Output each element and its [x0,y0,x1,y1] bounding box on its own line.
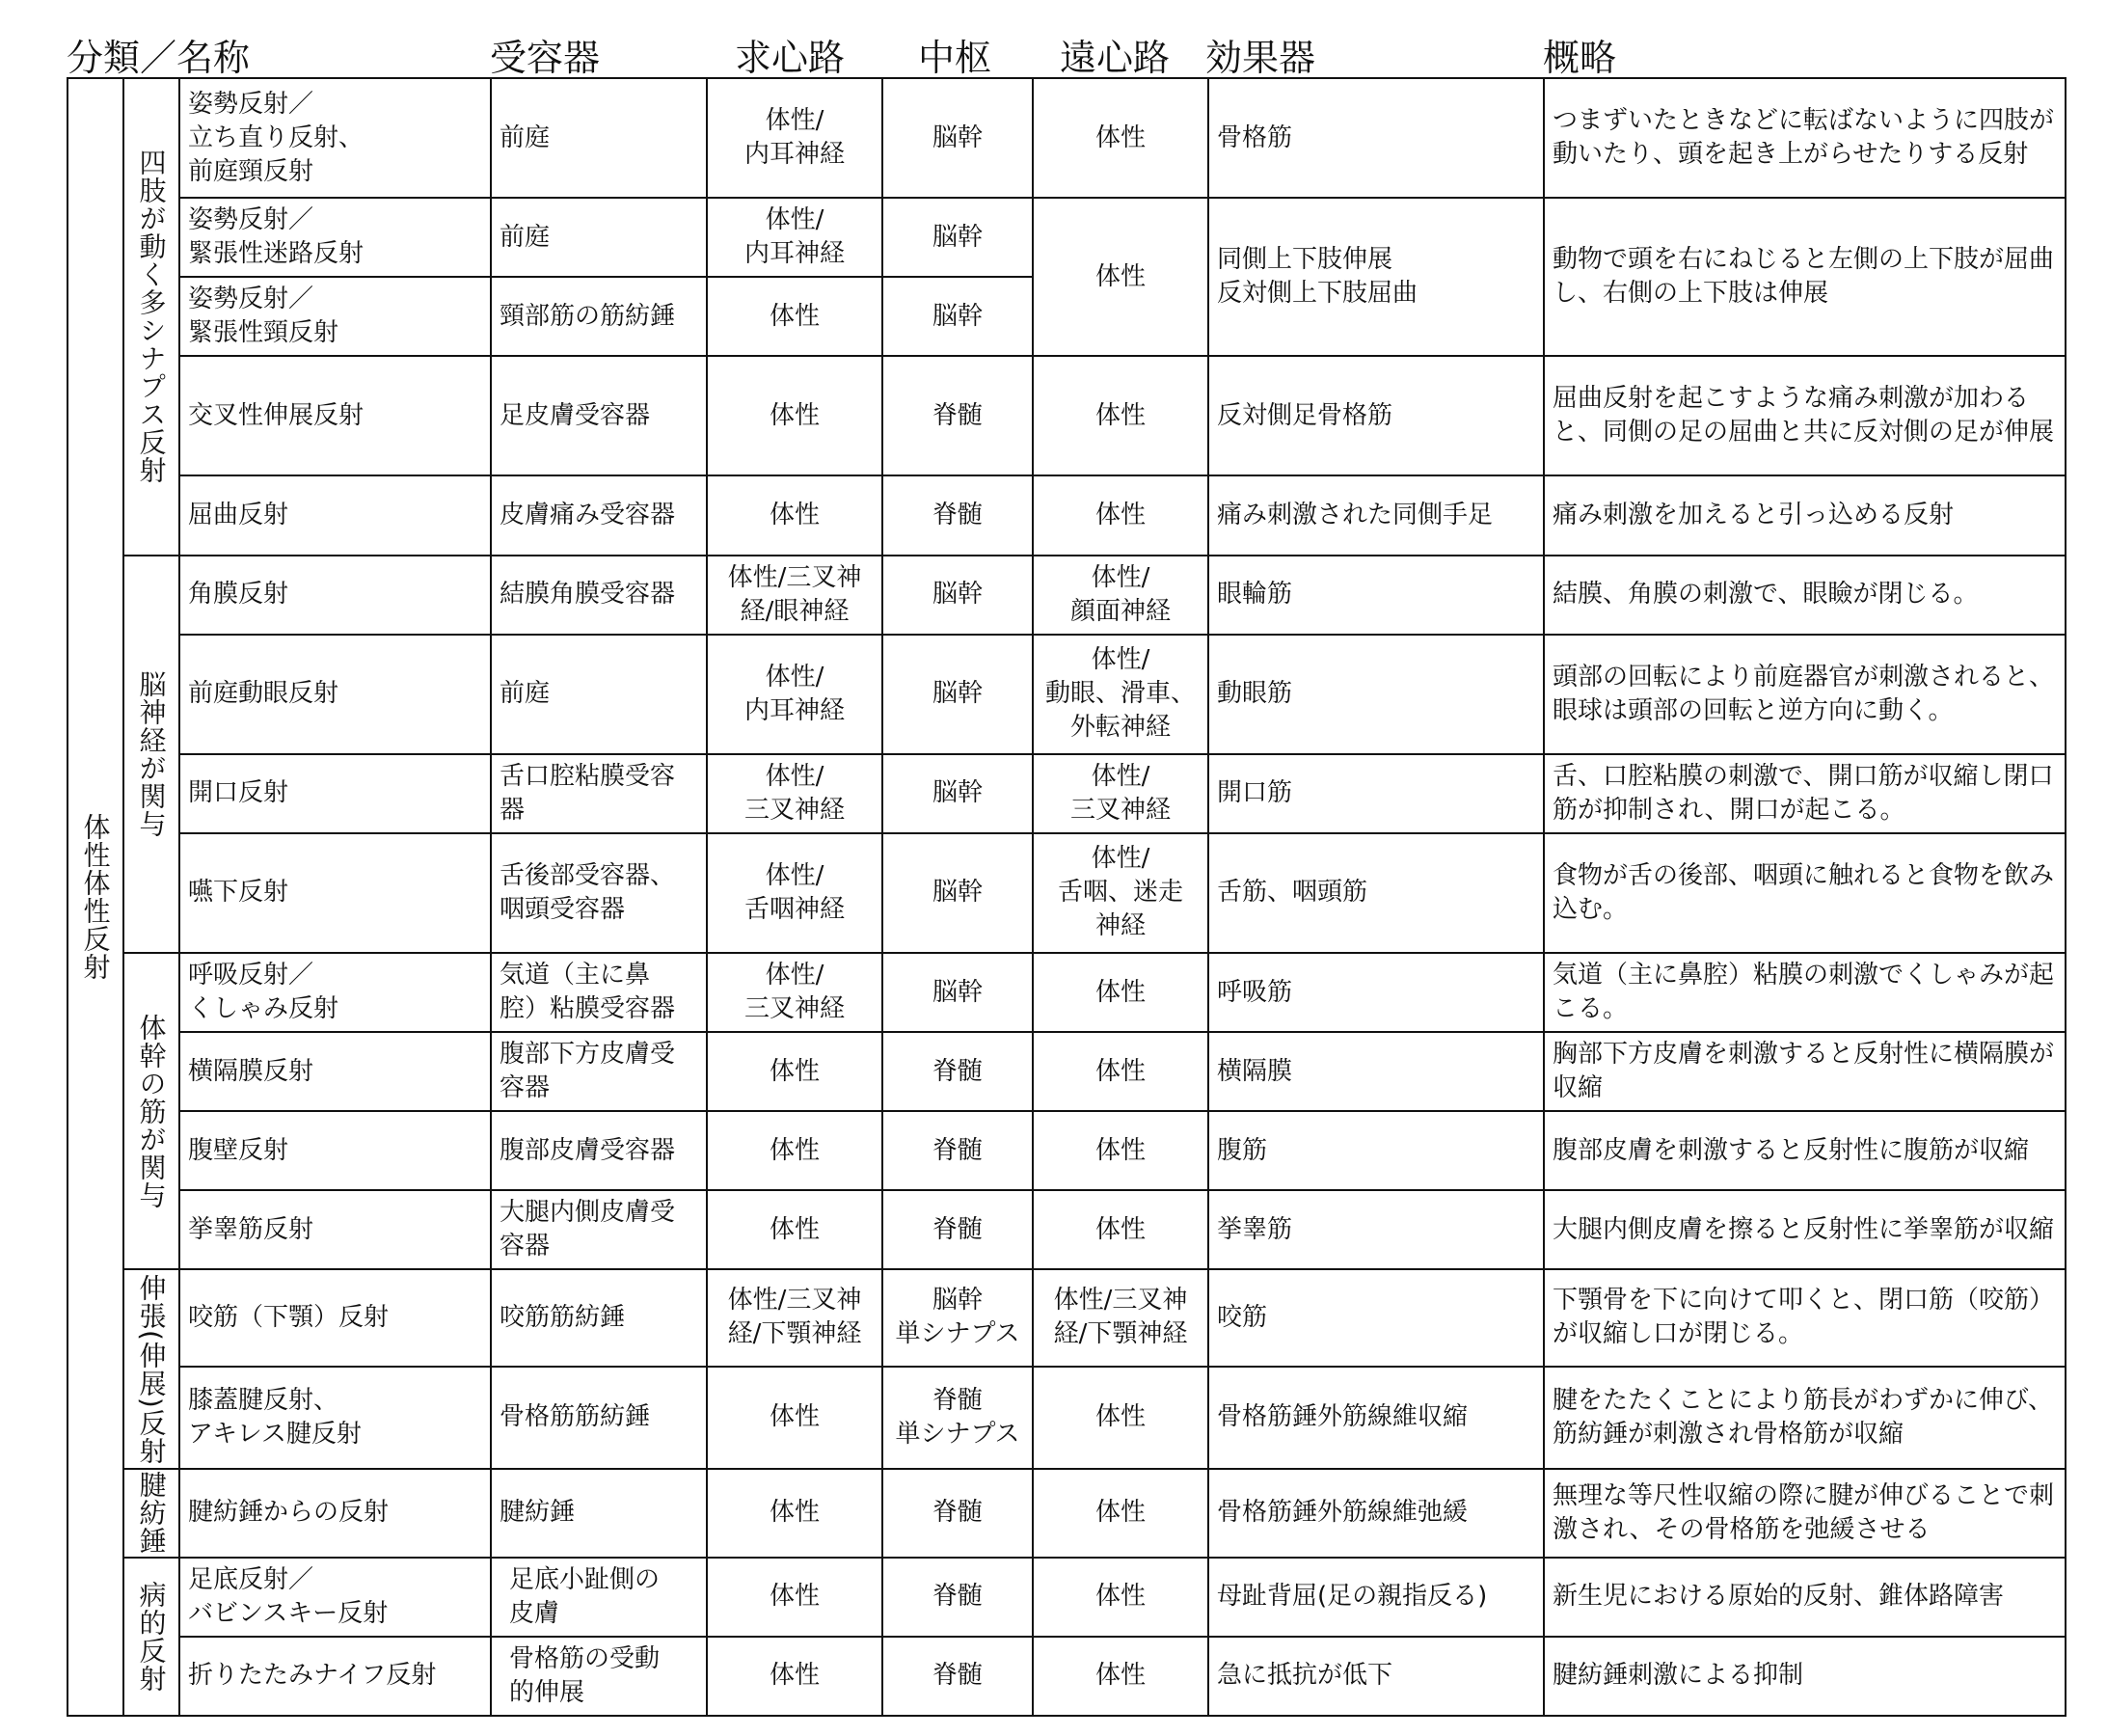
receptor-cell: 腱紡錘 [491,1469,707,1558]
center-cell: 脳幹 [882,754,1033,833]
summary-cell: 結膜、角膜の刺激で、眼瞼が閉じる。 [1544,556,2066,635]
header-effector: 効果器 [1205,37,1316,79]
effector-cell: 同側上下肢伸展 反対側上下肢屈曲 [1208,198,1544,356]
receptor-cell: 骨格筋筋紡錘 [491,1367,707,1469]
effector-cell: 骨格筋 [1208,78,1544,198]
effector-cell: 咬筋 [1208,1269,1544,1366]
group-trunk: 体幹の筋が関与 [123,953,179,1269]
table-row [68,356,2066,475]
table-row [68,1032,2066,1111]
table-row [68,1367,2066,1469]
summary-cell: 新生児における原始的反射、錐体路障害 [1544,1558,2066,1637]
table-row [68,953,2066,1032]
afferent-cell: 体性 [707,1558,882,1637]
afferent-cell: 体性 [707,1469,882,1558]
effector-cell: 腹筋 [1208,1111,1544,1190]
afferent-cell: 体性/ 舌咽神経 [707,833,882,953]
summary-cell: 動物で頭を右にねじると左側の上下肢が屈曲し、右側の上下肢は伸展 [1544,198,2066,356]
afferent-cell: 体性 [707,1190,882,1269]
efferent-cell: 体性 [1033,356,1208,475]
table-row [68,556,2066,635]
efferent-cell: 体性 [1033,1367,1208,1469]
center-cell: 脳幹 単シナプス [882,1269,1033,1366]
receptor-cell: 舌後部受容器、 咽頭受容器 [491,833,707,953]
summary-cell: 気道（主に鼻腔）粘膜の刺激でくしゃみが起こる。 [1544,953,2066,1032]
table-row [68,1469,2066,1558]
table-row [68,1190,2066,1269]
reflex-name: 姿勢反射／ 緊張性頸反射 [179,277,491,356]
summary-cell: 頭部の回転により前庭器官が刺激されると、眼球は頭部の回転と逆方向に動く。 [1544,635,2066,754]
reflex-name: 足底反射／ バビンスキー反射 [179,1558,491,1637]
center-cell: 脳幹 [882,953,1033,1032]
effector-cell: 急に抵抗が低下 [1208,1637,1544,1716]
reflex-name: 腹壁反射 [179,1111,491,1190]
center-cell: 脊髄 [882,1111,1033,1190]
receptor-cell: 足皮膚受容器 [491,356,707,475]
efferent-cell: 体性 [1033,953,1208,1032]
reflex-name: 咬筋（下顎）反射 [179,1269,491,1366]
efferent-cell: 体性 [1033,198,1208,356]
reflex-table [67,77,2066,1717]
receptor-cell: 骨格筋の受動 的伸展 [491,1637,707,1716]
afferent-cell: 体性 [707,356,882,475]
center-cell: 脳幹 [882,277,1033,356]
summary-cell: 腹部皮膚を刺激すると反射性に腹筋が収縮 [1544,1111,2066,1190]
table-row [68,475,2066,555]
summary-cell: 下顎骨を下に向けて叩くと、閉口筋（咬筋）が収縮し口が閉じる。 [1544,1269,2066,1366]
summary-cell: 食物が舌の後部、咽頭に触れると食物を飲み込む。 [1544,833,2066,953]
reflex-name: 姿勢反射／ 緊張性迷路反射 [179,198,491,277]
header-receptor: 受容器 [490,37,601,79]
table-row [68,754,2066,833]
summary-cell: 腱紡錘刺激による抑制 [1544,1637,2066,1716]
header-center: 中枢 [918,37,992,79]
reflex-name: 挙睾筋反射 [179,1190,491,1269]
afferent-cell: 体性 [707,1367,882,1469]
reflex-name: 腱紡錘からの反射 [179,1469,491,1558]
receptor-cell: 腹部下方皮膚受 容器 [491,1032,707,1111]
afferent-cell: 体性/三叉神 経/下顎神経 [707,1269,882,1366]
receptor-cell: 皮膚痛み受容器 [491,475,707,555]
effector-cell: 呼吸筋 [1208,953,1544,1032]
reflex-name: 嚥下反射 [179,833,491,953]
efferent-cell: 体性/ 舌咽、迷走 神経 [1033,833,1208,953]
receptor-cell: 前庭 [491,635,707,754]
afferent-cell: 体性/三叉神 経/眼神経 [707,556,882,635]
reflex-name: 開口反射 [179,754,491,833]
efferent-cell: 体性 [1033,1558,1208,1637]
effector-cell: 痛み刺激された同側手足 [1208,475,1544,555]
table-row [68,1269,2066,1366]
receptor-cell: 腹部皮膚受容器 [491,1111,707,1190]
efferent-cell: 体性 [1033,475,1208,555]
summary-cell: 屈曲反射を起こすような痛み刺激が加わると、同側の足の屈曲と共に反対側の足が伸展 [1544,356,2066,475]
center-cell: 脳幹 [882,833,1033,953]
afferent-cell: 体性/ 内耳神経 [707,198,882,277]
reflex-name: 前庭動眼反射 [179,635,491,754]
center-cell: 脊髄 [882,1190,1033,1269]
group-pathological: 病的反射 [123,1558,179,1716]
efferent-cell: 体性 [1033,1032,1208,1111]
group-spindle: 腱紡錘 [123,1469,179,1558]
afferent-cell: 体性 [707,277,882,356]
header-afferent: 求心路 [735,37,846,79]
afferent-cell: 体性 [707,1032,882,1111]
effector-cell: 反対側足骨格筋 [1208,356,1544,475]
afferent-cell: 体性 [707,475,882,555]
receptor-cell: 気道（主に鼻 腔）粘膜受容器 [491,953,707,1032]
header-summary: 概略 [1543,37,1617,79]
receptor-cell: 足底小趾側の 皮膚 [491,1558,707,1637]
effector-cell: 骨格筋錘外筋線維収縮 [1208,1367,1544,1469]
receptor-cell: 前庭 [491,198,707,277]
summary-cell: 腱をたたくことにより筋長がわずかに伸び、筋紡錘が刺激され骨格筋が収縮 [1544,1367,2066,1469]
table-row [68,1111,2066,1190]
effector-cell: 舌筋、咽頭筋 [1208,833,1544,953]
effector-cell: 挙睾筋 [1208,1190,1544,1269]
efferent-cell: 体性/三叉神 経/下顎神経 [1033,1269,1208,1366]
reflex-name: 姿勢反射／ 立ち直り反射、 前庭頸反射 [179,78,491,198]
table-row [68,1637,2066,1716]
effector-cell: 横隔膜 [1208,1032,1544,1111]
summary-cell: 胸部下方皮膚を刺激すると反射性に横隔膜が収縮 [1544,1032,2066,1111]
center-cell: 脳幹 [882,556,1033,635]
table-row [68,78,2066,198]
group-cranial: 脳神経が関与 [123,556,179,953]
efferent-cell: 体性 [1033,78,1208,198]
summary-cell: 大腿内側皮膚を擦ると反射性に挙睾筋が収縮 [1544,1190,2066,1269]
efferent-cell: 体性/ 動眼、滑車、 外転神経 [1033,635,1208,754]
main-category-cell: 体性体性反射 [68,78,123,1716]
receptor-cell: 前庭 [491,78,707,198]
afferent-cell: 体性 [707,1637,882,1716]
summary-cell: 痛み刺激を加えると引っ込める反射 [1544,475,2066,555]
summary-cell: 無理な等尺性収縮の際に腱が伸びることで刺激され、その骨格筋を弛緩させる [1544,1469,2066,1558]
effector-cell: 開口筋 [1208,754,1544,833]
effector-cell: 動眼筋 [1208,635,1544,754]
table-row [68,1558,2066,1637]
center-cell: 脳幹 [882,198,1033,277]
efferent-cell: 体性 [1033,1637,1208,1716]
summary-cell: つまずいたときなどに転ばないように四肢が動いたり、頭を起き上がらせたりする反射 [1544,78,2066,198]
receptor-cell: 咬筋筋紡錘 [491,1269,707,1366]
afferent-cell: 体性/ 内耳神経 [707,78,882,198]
afferent-cell: 体性 [707,1111,882,1190]
receptor-cell: 頸部筋の筋紡錘 [491,277,707,356]
reflex-name: 膝蓋腱反射、 アキレス腱反射 [179,1367,491,1469]
header-category-name: 分類／名称 [67,37,251,79]
reflex-name: 屈曲反射 [179,475,491,555]
efferent-cell: 体性 [1033,1469,1208,1558]
receptor-cell: 結膜角膜受容器 [491,556,707,635]
reflex-name: 横隔膜反射 [179,1032,491,1111]
efferent-cell: 体性/ 顔面神経 [1033,556,1208,635]
group-limbs: 四肢が動く多シナプス反射 [123,78,179,556]
afferent-cell: 体性/ 内耳神経 [707,635,882,754]
center-cell: 脊髄 [882,356,1033,475]
afferent-cell: 体性/ 三叉神経 [707,754,882,833]
table-row [68,198,2066,277]
effector-cell: 眼輪筋 [1208,556,1544,635]
afferent-cell: 体性/ 三叉神経 [707,953,882,1032]
receptor-cell: 舌口腔粘膜受容器 [491,754,707,833]
center-cell: 脊髄 [882,475,1033,555]
center-cell: 脳幹 [882,78,1033,198]
efferent-cell: 体性 [1033,1190,1208,1269]
center-cell: 脊髄 [882,1637,1033,1716]
receptor-cell: 大腿内側皮膚受 容器 [491,1190,707,1269]
table-row [68,833,2066,953]
center-cell: 脊髄 [882,1558,1033,1637]
group-stretch: 伸張(伸展)反射 [123,1269,179,1468]
reflex-name: 折りたたみナイフ反射 [179,1637,491,1716]
efferent-cell: 体性/ 三叉神経 [1033,754,1208,833]
center-cell: 脊髄 単シナプス [882,1367,1033,1469]
effector-cell: 骨格筋錘外筋線維弛緩 [1208,1469,1544,1558]
efferent-cell: 体性 [1033,1111,1208,1190]
reflex-name: 角膜反射 [179,556,491,635]
center-cell: 脊髄 [882,1469,1033,1558]
effector-cell: 母趾背屈(足の親指反る) [1208,1558,1544,1637]
header-efferent: 遠心路 [1060,37,1171,79]
center-cell: 脳幹 [882,635,1033,754]
summary-cell: 舌、口腔粘膜の刺激で、開口筋が収縮し閉口筋が抑制され、開口が起こる。 [1544,754,2066,833]
reflex-name: 呼吸反射／ くしゃみ反射 [179,953,491,1032]
reflex-name: 交叉性伸展反射 [179,356,491,475]
center-cell: 脊髄 [882,1032,1033,1111]
table-row [68,635,2066,754]
